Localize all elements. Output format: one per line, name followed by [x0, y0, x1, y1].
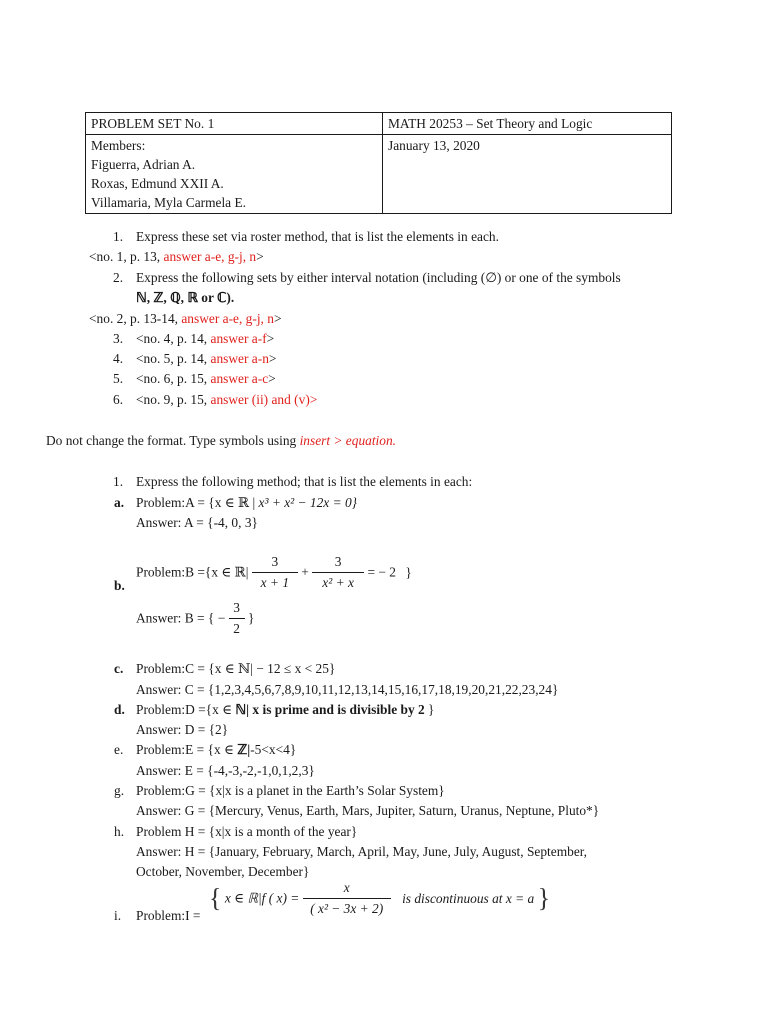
item-label: h.: [114, 824, 125, 839]
item-label: b.: [114, 578, 125, 593]
problem-a: Problem:A = {x ∈ ℝ | x³ + x² − 12x = 0}: [136, 495, 358, 510]
list-number: 4.: [113, 351, 124, 366]
list-number: 1.: [113, 229, 124, 244]
task-reference: <no. 1, p. 13, answer a-e, g-j, n>: [89, 249, 264, 264]
task-reference: <no. 2, p. 13-14, answer a-e, g-j, n>: [89, 311, 282, 326]
problem-h: Problem H = {x|x is a month of the year}: [136, 824, 358, 839]
item-label: e.: [114, 742, 124, 757]
instruction-text: Do not change the format. Type symbols using insert > equation.: [46, 433, 397, 448]
problem-b: Problem:B ={x ∈ ℝ| $\frac{3}{x + 1}$ + $\frac{3}{\text{x² + x}}$ = − 2 }: [136, 552, 412, 593]
item-label: d.: [114, 702, 125, 717]
task-reference: <no. 4, p. 14, answer a-f>: [136, 331, 275, 346]
item-label: g.: [114, 783, 125, 798]
task-reference: <no. 6, p. 15, answer a-c>: [136, 371, 276, 386]
answer-e: Answer: E = {-4,-3,-2,-1,0,1,2,3}: [136, 763, 315, 778]
item-label: c.: [114, 661, 124, 676]
answer-b: Answer: B = { − $\frac{3}{2}$ }: [136, 598, 254, 639]
list-number: 6.: [113, 392, 124, 407]
problem-d: Problem:D ={x ∈ ℕ| x is prime and is divisible by 2 }: [136, 702, 435, 717]
answer-c: Answer: C = {1,2,3,4,5,6,7,8,9,10,11,12,13,14,15,16,17,18,19,20,21,22,23,24}: [136, 682, 559, 697]
list-number: 5.: [113, 371, 124, 386]
course-title: MATH 20253 – Set Theory and Logic: [383, 113, 672, 135]
problem-g: Problem:G = {x|x is a planet in the Earth’s Solar System}: [136, 783, 445, 798]
problem-i-formula: { x ∈ ℝ|f ( x) = $\frac{x}{\text{( x² − 3x + 2)}}$ is discontinuous at x = a }: [209, 878, 550, 919]
members-cell: [86, 135, 383, 214]
task-reference: <no. 9, p. 15, answer (ii) and (v)>: [136, 392, 318, 407]
answer-h-line2: October, November, December}: [136, 864, 310, 879]
item-label: i.: [114, 908, 122, 923]
list-number: 3.: [113, 331, 124, 346]
members-label: Members:: [91, 138, 146, 153]
fraction: $\frac{3}{x + 1}$: [252, 552, 298, 593]
task-reference: <no. 5, p. 14, answer a-n>: [136, 351, 277, 366]
fraction: $\frac{3}{\text{x² + x}}$: [312, 552, 364, 593]
date-cell: January 13, 2020: [383, 135, 672, 214]
problem-c: Problem:C = {x ∈ ℕ| − 12 ≤ x < 25}: [136, 661, 336, 676]
brace-close: }: [537, 883, 551, 913]
task-text: Express these set via roster method, that is list the elements in each.: [136, 229, 499, 244]
fraction: $\frac{3}{2}$: [229, 598, 245, 639]
item-label: a.: [114, 495, 125, 510]
answer-g: Answer: G = {Mercury, Venus, Earth, Mars, Jupiter, Saturn, Uranus, Neptune, Pluto*}: [136, 803, 600, 818]
answer-d: Answer: D = {2}: [136, 722, 229, 737]
problem-e: Problem:E = {x ∈ ℤ|-5<x<4}: [136, 742, 297, 757]
answer-a: Answer: A = {-4, 0, 3}: [136, 515, 258, 530]
member-name: Villamaria, Myla Carmela E.: [91, 195, 246, 210]
fraction: $\frac{x}{\text{( x² − 3x + 2)}}$: [303, 878, 391, 919]
answer-h-line1: Answer: H = {January, February, March, April, May, June, July, August, September,: [136, 844, 588, 859]
task-text: Express the following sets by either interval notation (including (∅) or one of the symbols: [136, 270, 621, 285]
problem-i: Problem:I =: [136, 908, 201, 923]
list-number: 1.: [113, 474, 124, 489]
list-number: 2.: [113, 270, 124, 285]
brace-open: {: [209, 883, 222, 913]
header-table: [85, 112, 672, 214]
section-title: Express the following method; that is list the elements in each:: [136, 474, 473, 489]
member-name: Roxas, Edmund XXII A.: [91, 176, 224, 191]
problem-set-title: PROBLEM SET No. 1: [86, 113, 383, 135]
member-name: Figuerra, Adrian A.: [91, 157, 196, 172]
task-text-symbols: ℕ, ℤ, ℚ, ℝ or ℂ).: [136, 290, 235, 305]
